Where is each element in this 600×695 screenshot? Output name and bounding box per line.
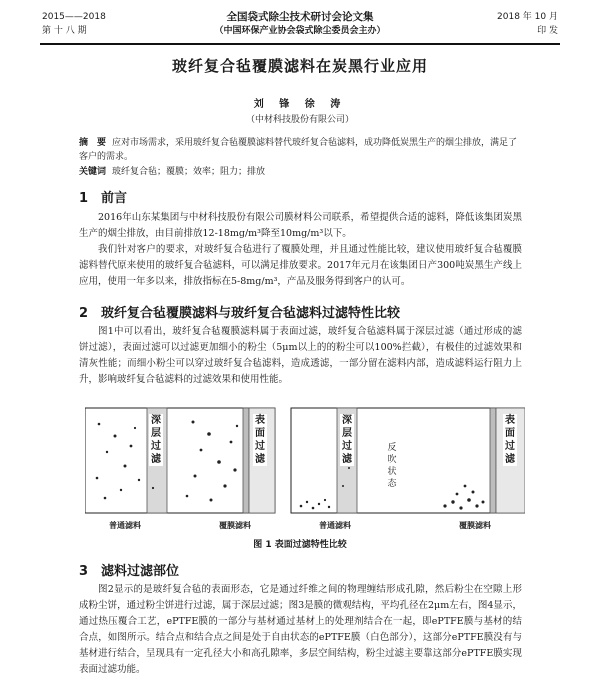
- section-3-paragraph-1: 图2显示的是玻纤复合毡的表面形态，它是通过纤维之间的物理缠结形成孔隙，然后粉尘在空隙上形成粉尘饼，通过粉尘饼进行过滤，属于深层过滤；图3是膜的微观结构，平均孔径在2μm左右，图4显示，通过热压覆合工艺，ePTFE膜的一部分与基材通过基材上的处理剂结合在一起，即ePTFE膜与基材的结合点，如图所示。结合点和结合点之间是处于自由状态的ePTFE膜（白色部分），这部分ePTFE膜没有与基材进行结合，呈现具有一定孔径大小和高孔隙率，多层空间结构，粉尘过滤主要靠这部分ePTFE膜实现表面过滤功能。: [79, 584, 522, 675]
- left-caption-standard: 普通滤料: [109, 521, 141, 530]
- figure-1-caption: 图 1 表面过滤特性比较: [253, 540, 347, 550]
- section-1-paragraph-2: 我们针对客户的要求，对玻纤复合毡进行了覆膜处理，并且通过性能比较，建议使用玻纤复合毡覆膜滤料替代原来使用的玻纤复合毡滤料，可以满足排放要求。2017年元月在该集团日产300吨炭黑生产线上应用，使用一年多以来，排放指标在5-8mg/m³，产品及服务得到客户的认可。: [79, 244, 522, 287]
- surface-filtration-label-blowback: 表面过滤: [505, 415, 515, 465]
- header-right: [497, 10, 558, 38]
- right-caption-membrane: 覆膜滤料: [459, 521, 491, 530]
- keywords: [79, 165, 522, 179]
- blowback-state-label: 反吹状态: [387, 443, 397, 489]
- section-1-number: 1: [79, 191, 89, 206]
- deep-filtration-label-blowback: 深层过滤: [342, 415, 352, 465]
- surface-filtration-label: 表面过滤: [255, 415, 265, 465]
- header-center: [150, 10, 450, 38]
- header-rule: [40, 43, 560, 45]
- figure-1: [85, 406, 525, 534]
- header-issue: 第 十 八 期: [42, 26, 87, 36]
- section-3-number: 3: [79, 564, 89, 579]
- running-header: [0, 0, 600, 44]
- section-2-title: 玻纤复合毡覆膜滤料与玻纤复合毡滤料过滤特性比较: [101, 306, 401, 321]
- section-1-paragraph-1: 2016年山东某集团与中材科技股份有限公司膜材料公司联系，希望提供合适的滤料，降低该集团炭黑生产的烟尘排放，由目前排放12-18mg/m³降至10mg/m³以下。: [79, 212, 522, 239]
- abstract-text: 应对市场需求，采用玻纤复合毡覆膜滤料替代玻纤复合毡滤料，成功降低炭黑生产的烟尘排放，满足了客户的需求。: [79, 138, 518, 162]
- paper-title: 玻纤复合毡覆膜滤料在炭黑行业应用: [171, 57, 428, 75]
- header-left: [42, 10, 106, 38]
- section-1-heading: [79, 187, 127, 206]
- abstract-label: 摘 要: [79, 138, 107, 148]
- keywords-label: 关键词: [79, 167, 107, 177]
- section-3-title: 滤料过滤部位: [101, 564, 180, 579]
- header-print: 印 发: [537, 26, 558, 36]
- surface-membrane-blowback: [490, 408, 496, 513]
- section-2-paragraph-1: 图1中可以看出，玻纤复合毡覆膜滤料属于表面过滤，玻纤复合毡滤料属于深层过滤（通过形成的滤饼过滤），表面过滤可以过滤更加细小的粉尘（5μm以上的的粉尘可以100%拦截），有极佳的过滤效果和清灰性能；而细小粉尘可以穿过玻纤复合毡滤料，造成透滤，一部分留在滤料内部，造成滤料运行阻力上升，影响玻纤复合毡滤料的过滤效果和使用性能。: [79, 326, 522, 385]
- paper-authors: 刘 锋 徐 涛: [253, 99, 347, 110]
- right-caption-standard: 普通滤料: [319, 521, 351, 530]
- paper-affiliation: （中材科技股份有限公司）: [245, 115, 354, 125]
- section-2-number: 2: [79, 306, 89, 321]
- deep-filtration-label: 深层过滤: [151, 415, 161, 465]
- section-3-heading: [79, 560, 179, 579]
- section-2-heading: [79, 302, 400, 321]
- abstract: [79, 136, 522, 164]
- section-1-title: 前言: [101, 191, 128, 206]
- proceedings-title: 全国袋式除尘技术研讨会论文集: [226, 11, 374, 23]
- proceedings-organizer: （中国环保产业协会袋式除尘委员会主办）: [214, 26, 386, 36]
- keywords-text: 玻纤复合毡；覆膜；效率；阻力；排放: [112, 167, 266, 177]
- header-date: 2018 年 10 月: [497, 12, 558, 22]
- left-caption-membrane: 覆膜滤料: [219, 521, 251, 530]
- header-years: 2015——2018: [42, 12, 106, 22]
- surface-filter-membrane: [243, 408, 249, 513]
